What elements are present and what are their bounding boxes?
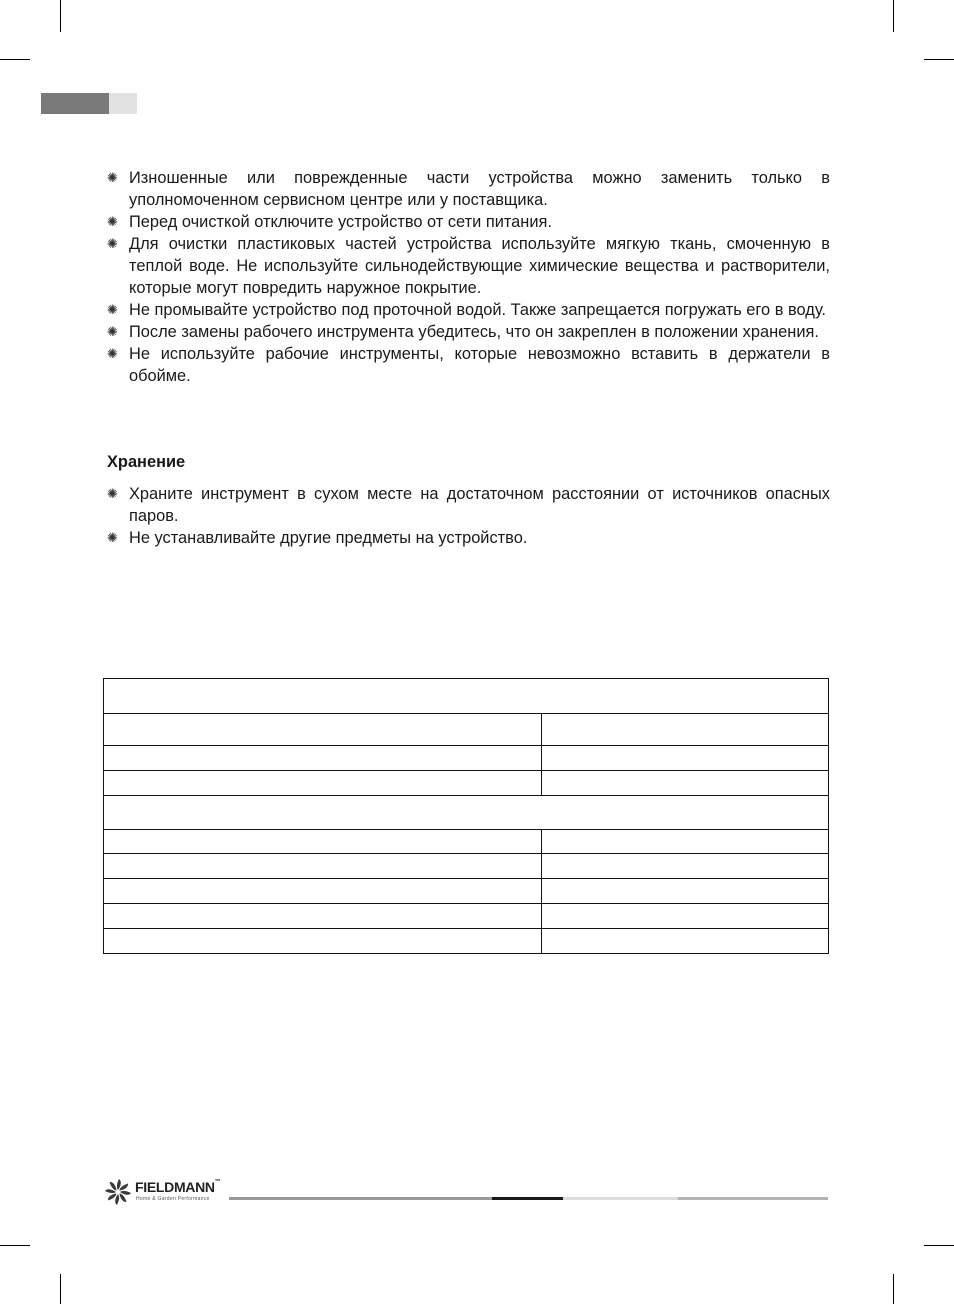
crop-mark: [893, 0, 894, 32]
footer-line-light: [563, 1197, 678, 1200]
list-item: [107, 343, 830, 387]
crop-mark: [924, 59, 954, 60]
footer-line-black: [492, 1197, 563, 1200]
table-cell: [542, 904, 829, 929]
table-cell: [542, 929, 829, 954]
table-cell: [104, 904, 542, 929]
footer-line-mid: [678, 1197, 828, 1200]
list-item: [107, 299, 830, 321]
bullet-icon: ✺: [107, 214, 118, 229]
table-cell: [104, 679, 829, 714]
section-title-storage: Хранение: [107, 453, 186, 471]
crop-mark: [0, 59, 30, 60]
fan-logo-icon: [104, 1178, 132, 1206]
table-row: [104, 771, 829, 796]
list-item-text: Не промывайте устройство под проточной водой. Также запрещается погружать его в воду.: [129, 301, 826, 319]
crop-mark: [60, 1274, 61, 1304]
table-cell: [542, 714, 829, 746]
list-item: [107, 211, 830, 233]
list-item: [107, 483, 830, 527]
list-item-text: Для очистки пластиковых частей устройства используйте мягкую ткань, смоченную в теплой воде. Не используйте сильнодействующие химические вещества и растворители, которые могут повредить наружное покрытие.: [129, 235, 830, 297]
table-cell: [542, 746, 829, 771]
bullet-icon: ✺: [107, 302, 118, 317]
table-cell: [104, 830, 542, 854]
table-row: [104, 904, 829, 929]
table-row: [104, 830, 829, 854]
list-item-text: Перед очисткой отключите устройство от сети питания.: [129, 213, 552, 231]
bullet-icon: ✺: [107, 486, 118, 501]
table-row: [104, 854, 829, 879]
table-cell: [104, 879, 542, 904]
table-cell: [542, 771, 829, 796]
fieldmann-logo: [104, 1178, 229, 1206]
logo-tagline: Home & Garden Performance: [136, 1196, 210, 1202]
care-instructions-list: [107, 167, 830, 387]
table-row: [104, 746, 829, 771]
logo-trademark: ™: [214, 1179, 221, 1185]
list-item-text: Не используйте рабочие инструменты, которые невозможно вставить в держатели в обойме.: [129, 345, 830, 385]
crop-mark: [60, 0, 61, 32]
logo-wordmark: FIELDMANN: [135, 1179, 215, 1195]
table-row: [104, 929, 829, 954]
footer-line-gray: [229, 1197, 492, 1200]
table-row: [104, 714, 829, 746]
table-cell: [104, 854, 542, 879]
bullet-icon: ✺: [107, 170, 118, 185]
page-tab-dark: [41, 93, 109, 114]
list-item: [107, 233, 830, 299]
table-row: [104, 879, 829, 904]
table-cell: [542, 854, 829, 879]
table-cell: [104, 796, 829, 830]
table-cell: [542, 830, 829, 854]
list-item: [107, 321, 830, 343]
list-item-text: После замены рабочего инструмента убедитесь, что он закреплен в положении хранения.: [129, 323, 819, 341]
bullet-icon: ✺: [107, 346, 118, 361]
table-cell: [104, 714, 542, 746]
table-cell: [104, 746, 542, 771]
page-tab-light: [109, 93, 137, 114]
table-cell: [104, 771, 542, 796]
bullet-icon: ✺: [107, 530, 118, 545]
crop-mark: [893, 1274, 894, 1304]
bullet-icon: ✺: [107, 324, 118, 339]
list-item-text: Изношенные или поврежденные части устройства можно заменить только в уполномоченном сервисном центре или у поставщика.: [129, 169, 830, 209]
table-cell: [104, 929, 542, 954]
list-item-text: Храните инструмент в сухом месте на достаточном расстоянии от источников опасных паров.: [129, 485, 830, 525]
table-header-row: [104, 679, 829, 714]
crop-mark: [924, 1245, 954, 1246]
table-cell: [542, 879, 829, 904]
storage-instructions-list: [107, 483, 830, 549]
list-item: [107, 167, 830, 211]
table-section-row: [104, 796, 829, 830]
crop-mark: [0, 1245, 30, 1246]
list-item: [107, 527, 830, 549]
specification-table: [103, 678, 829, 954]
list-item-text: Не устанавливайте другие предметы на устройство.: [129, 529, 528, 547]
bullet-icon: ✺: [107, 236, 118, 251]
